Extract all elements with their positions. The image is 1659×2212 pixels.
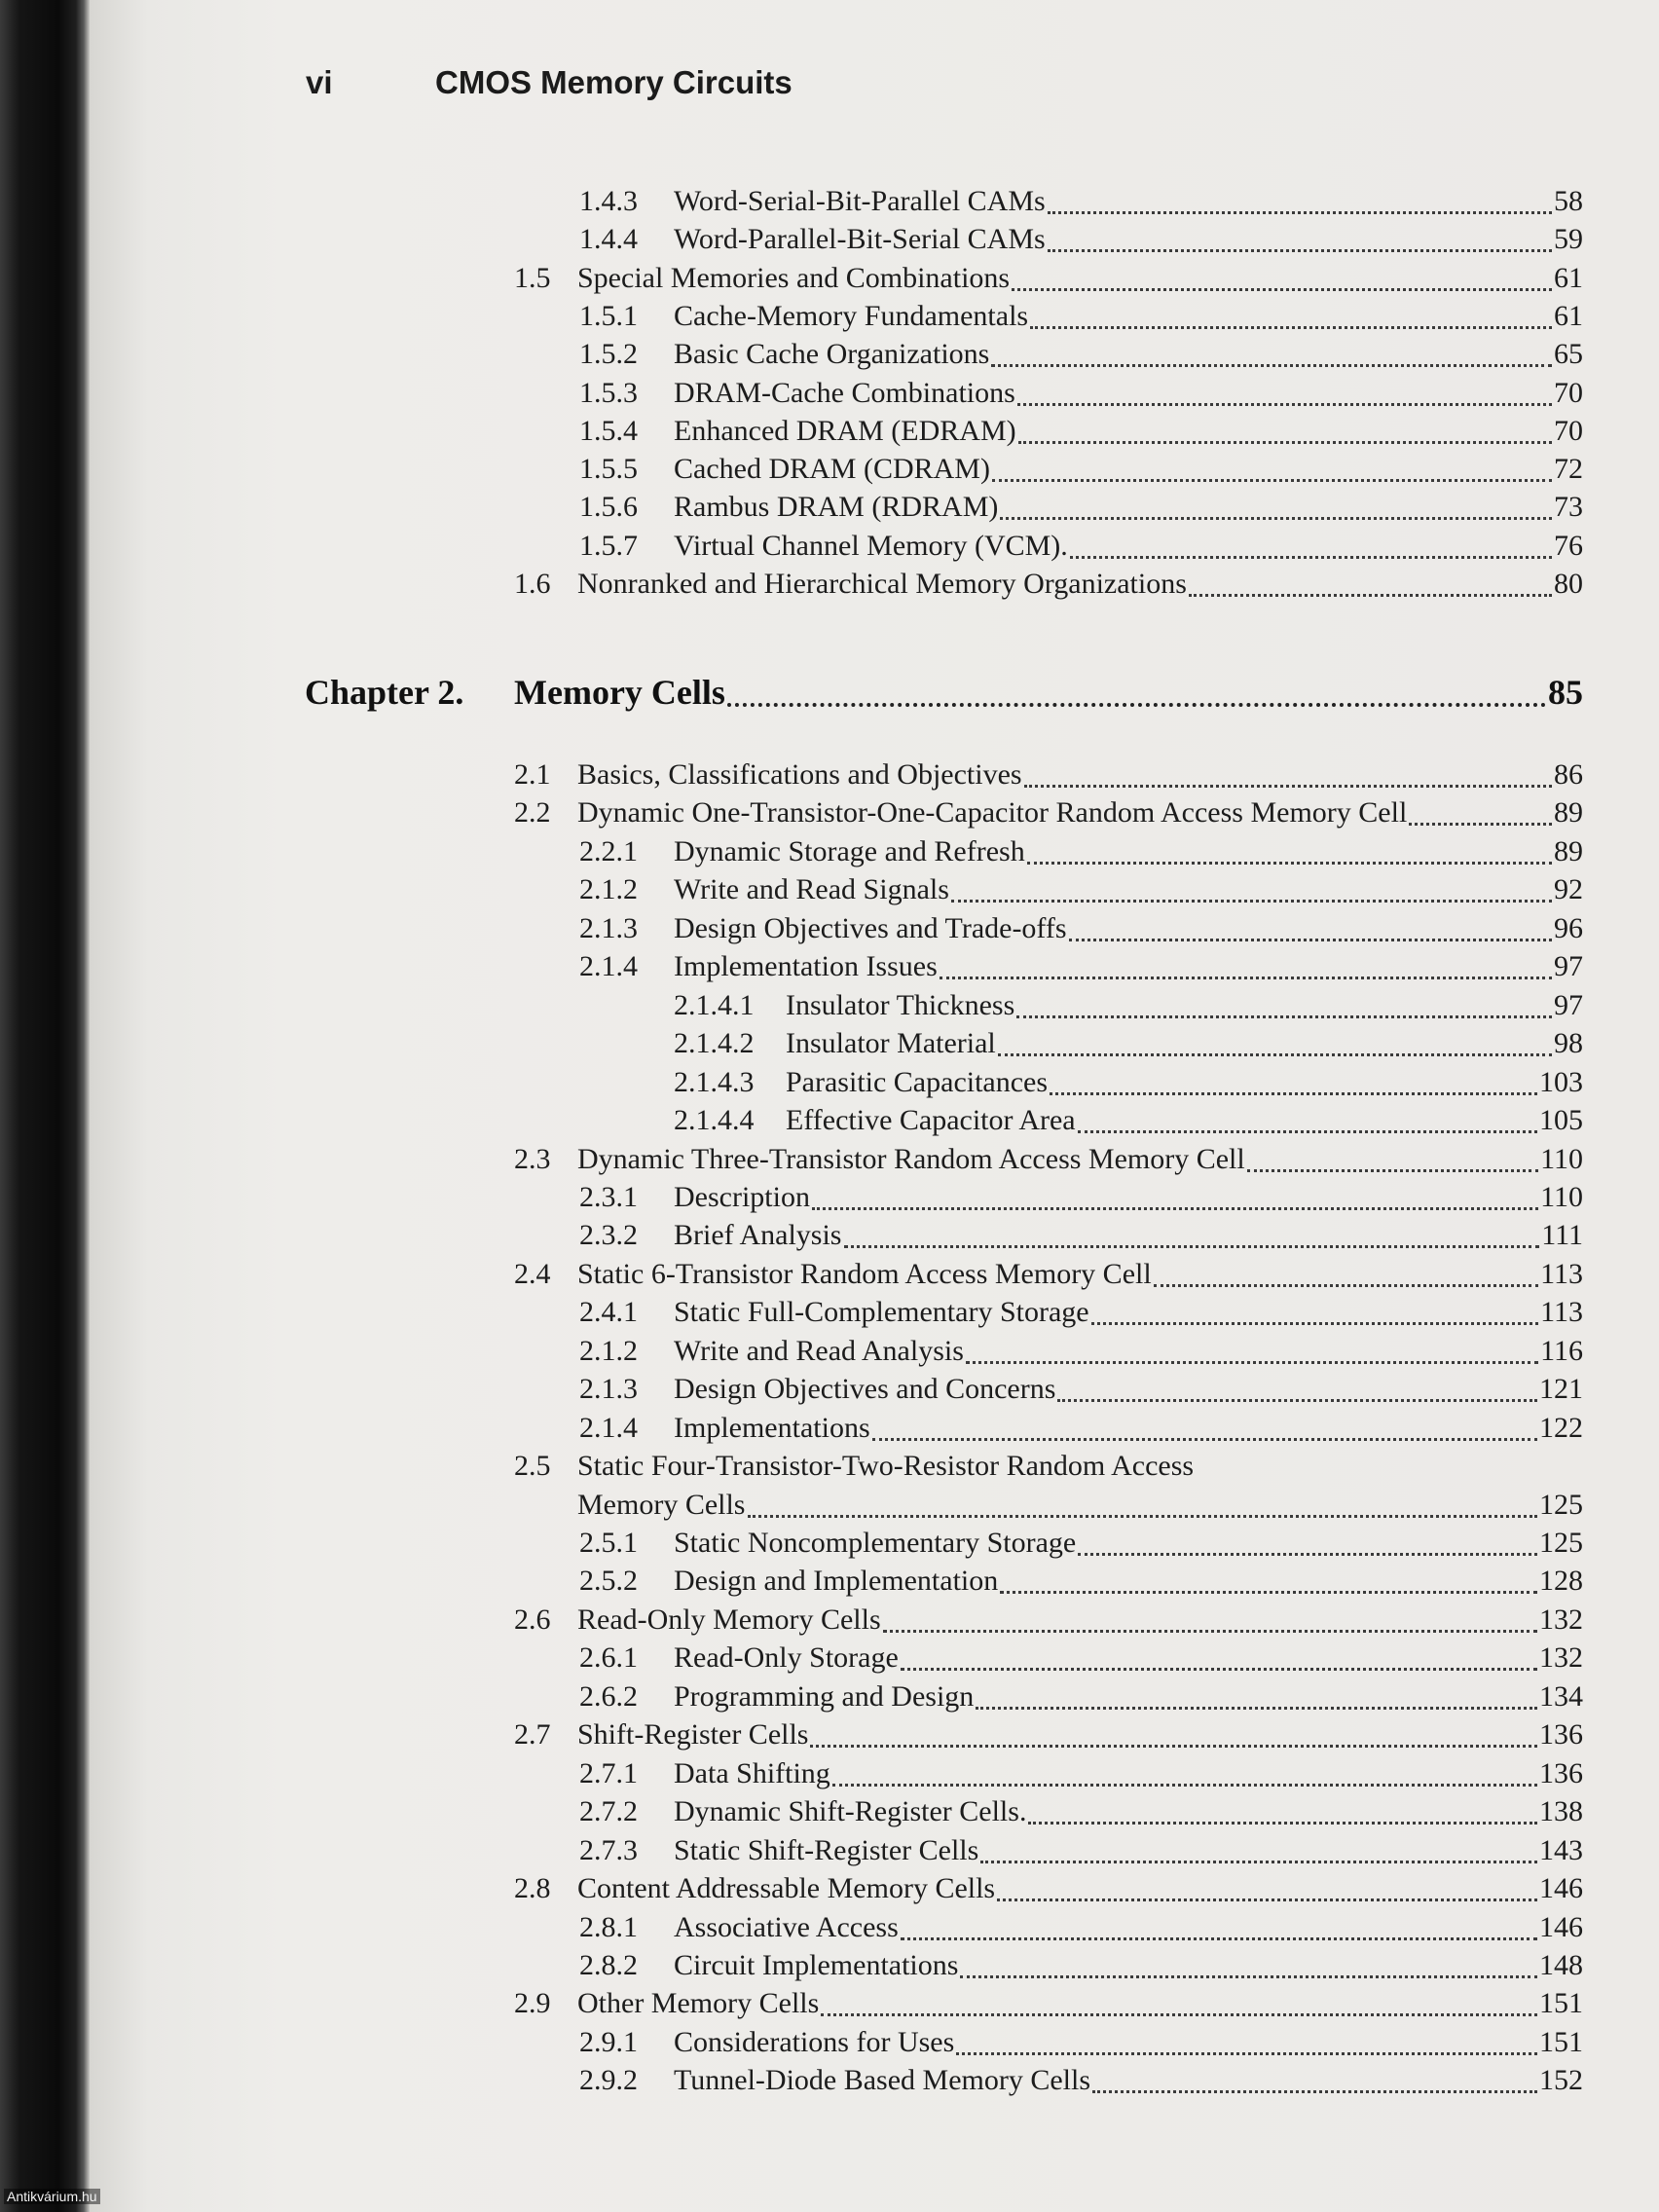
entry-title: Data Shifting — [674, 1756, 830, 1789]
dot-leader — [998, 1053, 1552, 1056]
entry-page: 125 — [1539, 1527, 1583, 1559]
toc-entry — [579, 223, 1583, 262]
entry-title-continued: Memory Cells — [577, 1488, 746, 1521]
toc-entry — [514, 1718, 1583, 1757]
entry-title: Effective Capacitor Area — [786, 1104, 1076, 1137]
toc-entry — [579, 1412, 1583, 1451]
dot-leader — [748, 1515, 1538, 1518]
entry-number: 2.5.1 — [579, 1527, 638, 1559]
entry-number: 2.1.4 — [579, 1411, 638, 1444]
entry-page: 136 — [1539, 1756, 1583, 1789]
entry-title: Description — [674, 1180, 810, 1213]
dot-leader — [1030, 326, 1552, 329]
entry-number: 1.5 — [514, 261, 551, 294]
toc-entry — [579, 338, 1583, 377]
dot-leader — [1078, 1553, 1537, 1556]
entry-number: 2.1.4.2 — [674, 1027, 755, 1060]
toc-entry — [579, 453, 1583, 492]
dot-leader — [1000, 517, 1552, 520]
entry-title: Other Memory Cells — [577, 1987, 820, 2020]
dot-leader — [844, 1245, 1540, 1248]
entry-number: 2.6 — [514, 1603, 551, 1636]
dot-leader — [1409, 823, 1552, 826]
dot-leader — [872, 1438, 1537, 1441]
toc-entry — [579, 835, 1583, 874]
entry-title: Design Objectives and Concerns — [674, 1373, 1056, 1406]
dot-leader — [1000, 1591, 1537, 1594]
toc-entry — [579, 1834, 1583, 1873]
entry-page: 105 — [1539, 1104, 1583, 1137]
entry-page: 136 — [1539, 1718, 1583, 1751]
dot-leader — [951, 900, 1552, 903]
entry-number: 2.6.2 — [579, 1679, 638, 1713]
dot-leader — [1017, 403, 1552, 406]
dot-leader — [1027, 862, 1552, 865]
toc-entry — [579, 185, 1583, 224]
entry-number: 2.4 — [514, 1257, 551, 1290]
entry-page: 97 — [1554, 988, 1583, 1021]
dot-leader — [1154, 1284, 1538, 1287]
entry-title: Shift-Register Cells — [577, 1718, 809, 1751]
toc-entry — [579, 1680, 1583, 1719]
toc-entry — [579, 1219, 1583, 1258]
entry-page: 80 — [1554, 568, 1583, 600]
entry-page: 59 — [1554, 223, 1583, 256]
entry-page: 138 — [1539, 1795, 1583, 1828]
entry-page: 58 — [1554, 185, 1583, 217]
toc-entry — [579, 2064, 1583, 2103]
entry-title: DRAM-Cache Combinations — [674, 376, 1015, 409]
dot-leader — [980, 1861, 1537, 1863]
entry-number: 2.8.2 — [579, 1948, 638, 1981]
dot-leader — [992, 479, 1552, 482]
entry-number: 2.7.1 — [579, 1756, 638, 1789]
entry-title: Dynamic One-Transistor-One-Capacitor Random Access Memory Cell — [577, 796, 1408, 830]
running-head — [306, 64, 793, 101]
book-binding-shadow — [0, 0, 90, 2212]
dot-leader — [1028, 1822, 1537, 1825]
entry-number: 2.3.2 — [579, 1219, 638, 1252]
entry-title: Read-Only Memory Cells — [577, 1603, 881, 1636]
entry-number: 2.1.4 — [579, 950, 638, 983]
dot-leader — [1070, 556, 1552, 559]
toc-entry — [579, 1565, 1583, 1604]
dot-leader — [1247, 1169, 1538, 1172]
dot-leader — [991, 364, 1552, 367]
dot-leader — [812, 1207, 1538, 1210]
entry-title: Virtual Channel Memory (VCM). — [674, 529, 1068, 562]
entry-title: Static Noncomplementary Storage — [674, 1527, 1077, 1559]
entry-number: 2.2 — [514, 796, 551, 830]
dot-leader — [940, 977, 1552, 979]
entry-page: 151 — [1539, 1987, 1583, 2020]
toc-entry — [514, 1872, 1583, 1911]
toc-entry — [579, 873, 1583, 912]
dot-leader — [997, 1899, 1537, 1901]
entry-page: 113 — [1540, 1296, 1583, 1329]
dot-leader — [1069, 939, 1552, 941]
entry-title: Considerations for Uses — [674, 2025, 955, 2058]
entry-page: 125 — [1539, 1488, 1583, 1521]
entry-title: Design and Implementation — [674, 1565, 999, 1598]
toc-entry — [579, 1641, 1583, 1680]
entry-number: 1.5.7 — [579, 529, 638, 562]
chapter-label: Chapter 2. — [305, 673, 464, 712]
dot-leader — [960, 1975, 1537, 1978]
entry-title: Special Memories and Combinations — [577, 261, 1011, 294]
entry-title: Content Addressable Memory Cells — [577, 1872, 996, 1905]
entry-number: 1.6 — [514, 568, 551, 600]
entry-number: 1.5.2 — [579, 338, 638, 371]
dot-leader — [966, 1361, 1538, 1364]
entry-page: 70 — [1554, 376, 1583, 409]
entry-title: Read-Only Storage — [674, 1641, 899, 1675]
entry-number: 2.5 — [514, 1450, 551, 1483]
entry-title: Parasitic Capacitances — [786, 1065, 1049, 1098]
entry-title: Tunnel-Diode Based Memory Cells — [674, 2064, 1091, 2097]
toc-entry — [579, 1181, 1583, 1220]
watermark-text: Antikvárium.hu — [4, 2189, 100, 2204]
entry-title: Static 6-Transistor Random Access Memory Cell — [577, 1257, 1152, 1290]
toc-entry — [579, 1757, 1583, 1796]
toc-entry — [674, 1104, 1583, 1143]
entry-number: 2.1.3 — [579, 911, 638, 944]
toc-entry — [674, 989, 1583, 1028]
toc-entry — [579, 1296, 1583, 1335]
entry-title: Cache-Memory Fundamentals — [674, 299, 1029, 332]
entry-title: Dynamic Three-Transistor Random Access Memory Cell — [577, 1142, 1245, 1175]
chapter-title: Memory Cells — [514, 673, 725, 712]
entry-page: 103 — [1539, 1065, 1583, 1098]
dot-leader — [1092, 2090, 1537, 2093]
toc-entry-continuation — [577, 1489, 1583, 1528]
dot-leader — [976, 1707, 1537, 1710]
entry-number: 2.3.1 — [579, 1180, 638, 1213]
entry-page: 148 — [1539, 1948, 1583, 1981]
entry-number: 1.5.3 — [579, 376, 638, 409]
toc-entry — [579, 377, 1583, 416]
entry-title: Brief Analysis — [674, 1219, 842, 1252]
toc-entry — [579, 2026, 1583, 2065]
toc-entry — [579, 530, 1583, 569]
entry-page: 61 — [1554, 299, 1583, 332]
entry-number: 2.1 — [514, 758, 551, 791]
entry-number: 1.5.6 — [579, 491, 638, 524]
dot-leader — [1189, 594, 1552, 597]
toc-entry — [514, 1258, 1583, 1297]
entry-title: Word-Serial-Bit-Parallel CAMs — [674, 185, 1046, 217]
dot-leader — [1057, 1399, 1537, 1402]
toc-entry — [579, 1527, 1583, 1566]
entry-page: 73 — [1554, 491, 1583, 524]
entry-page: 98 — [1554, 1027, 1583, 1060]
toc-entry — [514, 1450, 1583, 1489]
entry-number: 2.5.2 — [579, 1565, 638, 1598]
entry-number: 2.8 — [514, 1872, 551, 1905]
dot-leader — [821, 2013, 1537, 2016]
entry-title: Insulator Material — [786, 1027, 996, 1060]
entry-number: 2.9 — [514, 1987, 551, 2020]
toc-entry — [579, 415, 1583, 454]
entry-title: Static Four-Transistor-Two-Resistor Random Access — [577, 1450, 1195, 1483]
dot-leader — [1016, 1015, 1552, 1018]
entry-page: 72 — [1554, 453, 1583, 486]
entry-title: Implementation Issues — [674, 950, 938, 983]
page-number: vi — [306, 64, 333, 100]
dot-leader — [1091, 1322, 1539, 1325]
entry-number: 2.1.4.1 — [674, 988, 755, 1021]
toc-entry — [579, 912, 1583, 951]
entry-page: 110 — [1540, 1180, 1583, 1213]
entry-page: 122 — [1539, 1411, 1583, 1444]
entry-page: 143 — [1539, 1833, 1583, 1866]
entry-number: 2.7.3 — [579, 1833, 638, 1866]
entry-number: 2.1.2 — [579, 873, 638, 906]
toc-entry — [514, 1143, 1583, 1182]
entry-number: 2.3 — [514, 1142, 551, 1175]
entry-page: 132 — [1539, 1641, 1583, 1675]
toc-entry — [579, 1373, 1583, 1412]
toc-entry — [579, 1335, 1583, 1374]
chapter-page: 85 — [1548, 673, 1583, 712]
entry-page: 132 — [1539, 1603, 1583, 1636]
entry-number: 2.1.4.4 — [674, 1104, 755, 1137]
entry-number: 2.2.1 — [579, 834, 638, 867]
entry-title: Dynamic Storage and Refresh — [674, 834, 1025, 867]
entry-title: Static Full-Complementary Storage — [674, 1296, 1089, 1329]
dot-leader — [901, 1668, 1537, 1671]
toc-entry — [514, 1604, 1583, 1642]
dot-leader — [901, 1937, 1537, 1940]
entry-page: 97 — [1554, 950, 1583, 983]
entry-number: 2.1.4.3 — [674, 1065, 755, 1098]
entry-number: 2.8.1 — [579, 1910, 638, 1943]
entry-title: Nonranked and Hierarchical Memory Organizations — [577, 568, 1187, 600]
entry-page: 134 — [1539, 1679, 1583, 1713]
entry-page: 113 — [1540, 1257, 1583, 1290]
entry-page: 146 — [1539, 1910, 1583, 1943]
toc-entry — [579, 1911, 1583, 1950]
entry-page: 96 — [1554, 911, 1583, 944]
entry-page: 89 — [1554, 796, 1583, 830]
entry-title: Rambus DRAM (RDRAM) — [674, 491, 999, 524]
entry-title: Insulator Thickness — [786, 988, 1015, 1021]
dot-leader — [1078, 1130, 1537, 1133]
dot-leader — [727, 703, 1546, 707]
entry-number: 2.9.2 — [579, 2064, 638, 2097]
entry-number: 1.5.1 — [579, 299, 638, 332]
entry-page: 121 — [1539, 1373, 1583, 1406]
book-title: CMOS Memory Circuits — [435, 64, 793, 100]
entry-page: 92 — [1554, 873, 1583, 906]
entry-page: 111 — [1541, 1219, 1583, 1252]
entry-title: Design Objectives and Trade-offs — [674, 911, 1067, 944]
chapter-heading — [305, 672, 1583, 719]
entry-number: 2.6.1 — [579, 1641, 638, 1675]
entry-page: 110 — [1540, 1142, 1583, 1175]
entry-number: 2.9.1 — [579, 2025, 638, 2058]
entry-page: 146 — [1539, 1872, 1583, 1905]
entry-page: 86 — [1554, 758, 1583, 791]
entry-number: 1.4.4 — [579, 223, 638, 256]
dot-leader — [1048, 249, 1552, 252]
entry-page: 61 — [1554, 261, 1583, 294]
entry-title: Write and Read Analysis — [674, 1334, 964, 1367]
entry-title: Static Shift-Register Cells — [674, 1833, 979, 1866]
dot-leader — [810, 1745, 1537, 1748]
entry-title: Associative Access — [674, 1910, 899, 1943]
entry-page: 70 — [1554, 414, 1583, 447]
toc-entry — [514, 796, 1583, 835]
entry-title: Implementations — [674, 1411, 870, 1444]
entry-title: Basic Cache Organizations — [674, 338, 990, 371]
entry-title: Basics, Classifications and Objectives — [577, 758, 1022, 791]
entry-title: Enhanced DRAM (EDRAM) — [674, 414, 1016, 447]
entry-number: 2.1.2 — [579, 1334, 638, 1367]
entry-title: Programming and Design — [674, 1679, 975, 1713]
entry-number: 1.4.3 — [579, 185, 638, 217]
entry-number: 2.7 — [514, 1718, 551, 1751]
dot-leader — [1012, 288, 1552, 291]
entry-page: 76 — [1554, 529, 1583, 562]
toc-entry — [579, 491, 1583, 530]
entry-title: Word-Parallel-Bit-Serial CAMs — [674, 223, 1046, 256]
entry-page: 151 — [1539, 2025, 1583, 2058]
entry-page: 65 — [1554, 338, 1583, 371]
entry-page: 152 — [1539, 2064, 1583, 2097]
toc-entry — [579, 1949, 1583, 1988]
entry-page: 89 — [1554, 834, 1583, 867]
entry-number: 2.1.3 — [579, 1373, 638, 1406]
dot-leader — [883, 1630, 1537, 1633]
toc-entry — [514, 758, 1583, 797]
toc-entry — [579, 300, 1583, 339]
entry-title: Dynamic Shift-Register Cells. — [674, 1795, 1027, 1828]
toc-entry — [514, 568, 1583, 607]
entry-number: 1.5.5 — [579, 453, 638, 486]
entry-title: Circuit Implementations — [674, 1948, 959, 1981]
toc-entry — [514, 1987, 1583, 2026]
dot-leader — [1050, 1092, 1537, 1095]
toc-entry — [674, 1027, 1583, 1066]
toc-entry — [514, 262, 1583, 301]
toc-entry — [579, 1795, 1583, 1834]
dot-leader — [832, 1784, 1537, 1787]
dot-leader — [1048, 211, 1552, 214]
entry-title: Write and Read Signals — [674, 873, 949, 906]
entry-page: 128 — [1539, 1565, 1583, 1598]
entry-page: 116 — [1540, 1334, 1583, 1367]
entry-title: Cached DRAM (CDRAM) — [674, 453, 990, 486]
dot-leader — [1018, 441, 1552, 444]
dot-leader — [956, 2052, 1537, 2055]
toc-entry — [579, 950, 1583, 989]
toc-entry — [674, 1066, 1583, 1105]
entry-number: 2.7.2 — [579, 1795, 638, 1828]
entry-number: 1.5.4 — [579, 414, 638, 447]
entry-number: 2.4.1 — [579, 1296, 638, 1329]
dot-leader — [1024, 785, 1552, 788]
